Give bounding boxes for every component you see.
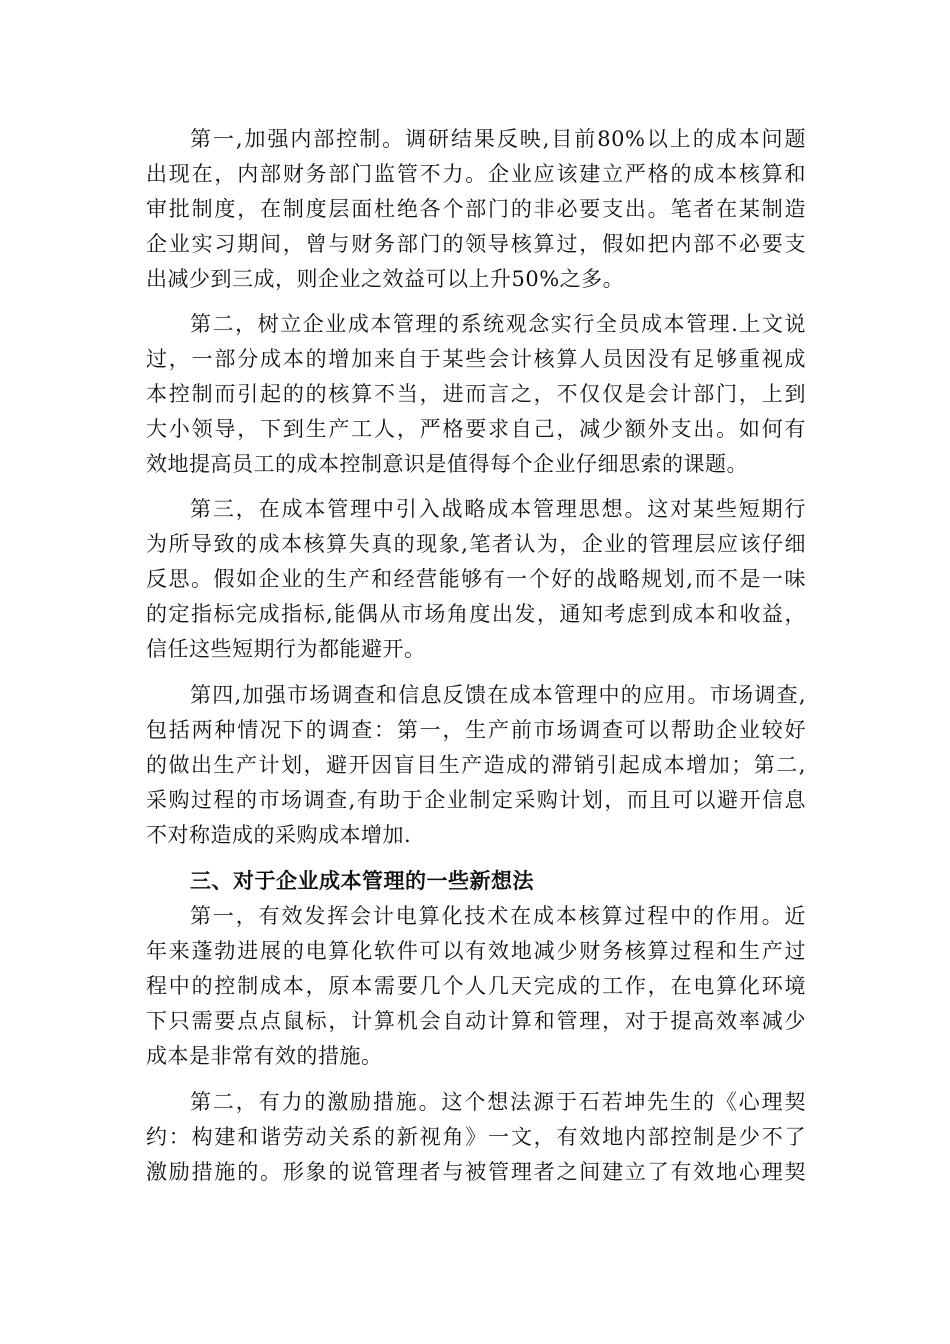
section-heading: 三、对于企业成本管理的一些新想法 (190, 869, 534, 893)
text-line: 为所导致的成本核算失真的现象,笔者认为，企业的管理层应该仔细 (146, 532, 806, 556)
text-line: 的做出生产计划，避开因盲目生产造成的滞销引起成本增加；第二, (146, 753, 806, 777)
text-line: 第一，有效发挥会计电算化技术在成本核算过程中的作用。近 (190, 904, 806, 928)
text-line: 第二，有力的激励措施。这个想法源于石若坤先生的《心理契 (190, 1090, 806, 1114)
text-line: 采购过程的市场调查,有助于企业制定采购计划，而且可以避开信息 (146, 788, 806, 812)
text-line: 第三，在成本管理中引入战略成本管理思想。这对某些短期行 (190, 497, 806, 521)
text-line: 成本是非常有效的措施。 (146, 1044, 383, 1068)
text-line: 本控制而引起的的核算不当，进而言之，不仅仅是会计部门，上到 (146, 382, 806, 406)
text-line: 第四,加强市场调查和信息反馈在成本管理中的应用。市场调查, (190, 683, 806, 707)
text-line: 审批制度，在制度层面杜绝各个部门的非必要支出。笔者在某制造 (146, 197, 806, 221)
text-line: 程中的控制成本，原本需要几个人几天完成的工作，在电算化环境 (146, 974, 806, 998)
text-line: 第二，树立企业成本管理的系统观念实行全员成本管理.上文说 (190, 312, 806, 336)
text-line: 不对称造成的采购成本增加. (146, 823, 412, 847)
text-line: 效地提高员工的成本控制意识是值得每个企业仔细思索的课题。 (146, 452, 748, 476)
text-line: 年来蓬勃进展的电算化软件可以有效地减少财务核算过程和生产过 (146, 939, 806, 963)
text-line: 过，一部分成本的增加来自于某些会计核算人员因没有足够重视成 (146, 347, 806, 371)
text-line: 约：构建和谐劳动关系的新视角》一文，有效地内部控制是少不了 (146, 1125, 806, 1149)
text-line: 出现在，内部财务部门监管不力。企业应该建立严格的成本核算和 (146, 162, 806, 186)
text-line: 第一,加强内部控制。调研结果反映,目前80%以上的成本问题 (190, 127, 806, 151)
text-line: 激励措施的。形象的说管理者与被管理者之间建立了有效地心理契 (146, 1160, 806, 1184)
text-line: 信任这些短期行为都能避开。 (146, 637, 426, 661)
text-line: 大小领导，下到生产工人，严格要求自己，减少额外支出。如何有 (146, 417, 806, 441)
text-line: 出减少到三成，则企业之效益可以上升50%之多。 (146, 267, 625, 291)
text-line: 的定指标完成指标,能偶从市场角度出发，通知考虑到成本和收益， (146, 602, 806, 626)
text-line: 包括两种情况下的调查：第一，生产前市场调查可以帮助企业较好 (146, 718, 806, 742)
text-line: 反思。假如企业的生产和经营能够有一个好的战略规划,而不是一味 (146, 567, 806, 591)
text-line: 下只需要点点鼠标，计算机会自动计算和管理，对于提高效率减少 (146, 1009, 806, 1033)
text-line: 企业实习期间，曾与财务部门的领导核算过，假如把内部不必要支 (146, 232, 806, 256)
